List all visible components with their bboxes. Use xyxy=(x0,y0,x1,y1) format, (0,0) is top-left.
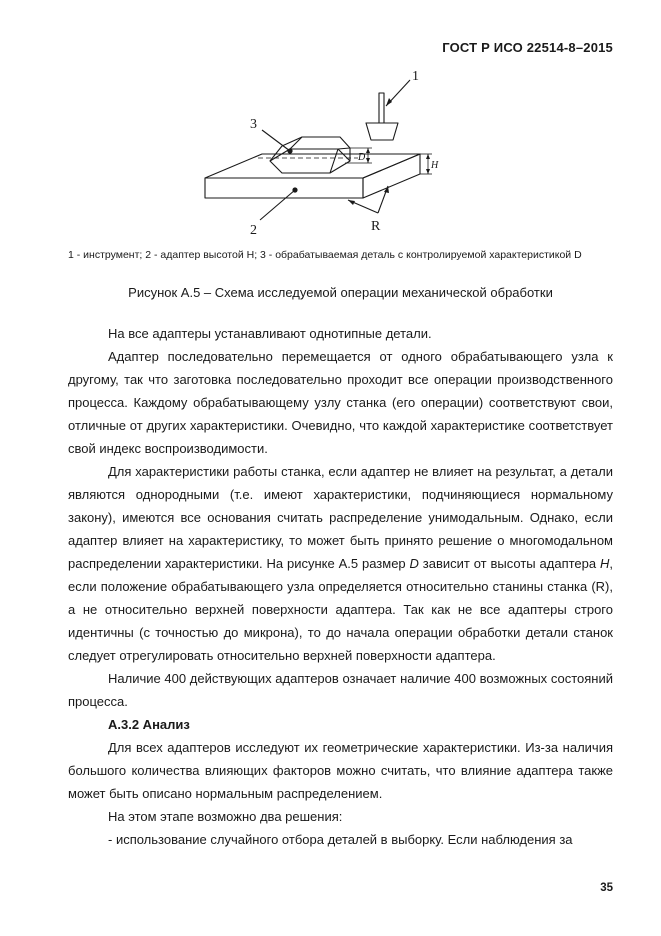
tool-head xyxy=(366,123,398,140)
body-text xyxy=(68,322,613,851)
paragraph-text: зависит от высоты адаптера xyxy=(418,556,600,571)
label-H: H xyxy=(431,160,439,171)
dim-D-arrow-bottom xyxy=(366,158,370,163)
label-3: 3 xyxy=(250,117,257,132)
workpiece-body xyxy=(270,149,350,173)
adapter-marker-dot xyxy=(292,187,297,192)
figure-legend: 1 - инструмент; 2 - адаптер высотой H; 3 - обрабатываемая деталь с контролируемой характеристикой D xyxy=(68,249,582,261)
paragraph: Для всех адаптеров исследуют их геометрические характеристики. Из-за наличия большого количества влияющих факторов можно считать, что влияние адаптера также может быть описано нормальным распределением. xyxy=(68,740,613,801)
page-number: 35 xyxy=(600,882,613,894)
label-1: 1 xyxy=(412,69,419,84)
paragraph-text: Для характеристики работы станка, если адаптер не влияет на результат, а детали являются однородными (т.е. имеют характеристики, подчиняющиеся нормальному закону), имеются все основания считать распределение унимодальным. Однако, если адаптер влияет на характеристику, то может быть принято решение о многомодальном распределении характеристики. На рисунке А.5 размер xyxy=(68,464,613,571)
leader-3 xyxy=(262,130,290,151)
leader-1-arrow xyxy=(386,98,392,106)
symbol-D: D xyxy=(409,556,419,571)
paragraph xyxy=(68,460,613,667)
paragraph-text: , если положение обрабатывающего узла определяется относительно станины станка (R), а не относительно верхней поверхности адаптера. Так как не все адаптеры строго идентичны (с точностью до микрона), то до начала операции обработки детали станок следует отрегулировать относительно верхней поверхности адаптера. xyxy=(68,556,613,663)
label-R: R xyxy=(371,219,381,234)
machining-diagram xyxy=(200,68,440,240)
list-item: - использование случайного отбора деталей в выборку. Если наблюдения за xyxy=(108,832,573,847)
document-code: ГОСТ Р ИСО 22514-8–2015 xyxy=(442,40,613,55)
figure-caption: Рисунок А.5 – Схема исследуемой операции механической обработки xyxy=(128,285,553,300)
label-2: 2 xyxy=(250,223,257,238)
paragraph: На все адаптеры устанавливают однотипные детали. xyxy=(108,326,432,341)
symbol-H: H xyxy=(599,556,610,571)
machining-diagram-svg xyxy=(200,68,440,240)
adapter-side-face xyxy=(363,154,420,198)
paragraph: Наличие 400 действующих адаптеров означает наличие 400 возможных состояний процесса. xyxy=(68,671,613,709)
dim-H-arrow-top xyxy=(426,154,430,159)
label-D: D xyxy=(358,152,366,163)
adapter-top-face xyxy=(205,154,420,178)
tool-shank xyxy=(379,93,384,123)
paragraph: На этом этапе возможно два решения: xyxy=(108,809,343,824)
workpiece-edge-2 xyxy=(282,137,302,146)
adapter-front-face xyxy=(205,178,363,198)
workpiece-marker-dot xyxy=(287,148,292,153)
leader-2 xyxy=(260,190,295,220)
leader-R-arrow-left xyxy=(348,200,355,205)
dim-H-arrow-bottom xyxy=(426,169,430,174)
dim-D-arrow-top xyxy=(366,148,370,153)
paragraph: Адаптер последовательно перемещается от одного обрабатывающего узла к другому, так что заготовка последовательно проходит все операции производственного процесса. Каждому обрабатывающему узлу станка (его операции) соответствуют свои, отличные от других характеристики. Очевидно, что каждой характеристике соответствует свой индекс воспроизводимости. xyxy=(68,349,613,456)
section-heading: А.3.2 Анализ xyxy=(108,717,190,732)
